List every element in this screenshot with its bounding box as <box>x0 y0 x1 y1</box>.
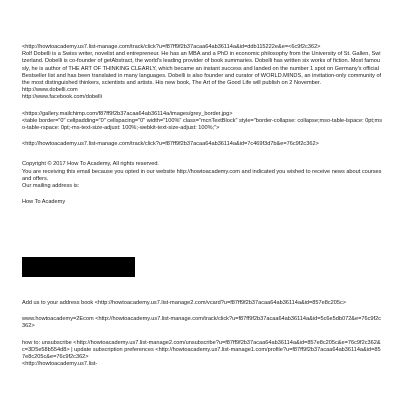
redacted-address-block <box>22 257 135 277</box>
email-body <box>22 44 382 206</box>
border-image-link[interactable]: <https://gallery.mailchimp.com/f87ff9f2b37acaa64ab36114a/images/grey_border.jpg> <box>22 110 233 117</box>
author-facebook-link[interactable]: http://www.facebook.com/dobelli <box>22 94 102 101</box>
tracking-link-mid[interactable]: <http://howtoacademy.us7.list-manage.com/track/click?u=f87ff9f2b37acaa64ab36114a&id=7c469f3d7b&e=76c9f2c362> <box>22 141 319 148</box>
mailing-address-label: Our mailing address is: <box>22 183 80 190</box>
organization-name: How To Academy <box>22 199 66 206</box>
author-bio: Rolf Dobelli is a Swiss writer, novelist and entrepreneur. He has an MBA and a PhD in economic philosophy from the University of St. Gallen, Switzerland. Dobelli is co-founder of getAbstract, the world's leading provider of book summaries. Dobelli has written six works of fiction. Most famously, he is author of THE ART OF THINKING CLEARLY, which became an instant success and landed on the number 1 spot on Germany's official Bestseller list and has been translated in many languages. Dobelli is also founder and curator of WORLD.MINDS, an invitation-only community of the most distinguished thinkers, scientists and artists. His new book, The Art of the Good Life will publish on 2 November. <box>22 51 382 87</box>
tracking-link-top[interactable]: <http://howtoacademy.us7.list-manage.com/track/click?u=f87ff9f2b37acaa64ab36114a&id=ddb115222e&e=<6c9f2c362> <box>22 44 321 50</box>
website-link[interactable]: www.howtoacademy=2Ecom <http://howtoacademy.us7.list-manage.com/track/click?u=f87ff9f2b37acaa64ab36114a&id=5c6e5db072&e=76c9f2c362> <box>22 316 382 330</box>
email-footer <box>22 300 382 368</box>
trailing-link[interactable]: <http://howtoacademy.us7.list- <box>22 361 98 368</box>
author-website-link[interactable]: http://www.dobelli.com <box>22 87 78 94</box>
receiving-notice: You are receiving this email because you opted in our website http://howtoacademy.com and indicated you wished to receive news about courses and offers. <box>22 168 382 182</box>
unsubscribe-links[interactable]: how to: unsubscribe <http://howtoacademy.us7.list-manage2.com/unsubscribe?u=f87ff9f2b37acaa64ab36114a&id=857e8c205c&e=76c9f2c362&c=3D5e58b554d8> | update subscription preferences <http://howtoacademy.us7.list-manage1.com/profile?u=f87ff9f2b37acaa64ab36114a&id=857e8c205c&e=76c9f2c362> <box>22 339 381 361</box>
add-address-book-link[interactable]: Add us to your address book <http://howtoacademy.us7.list-manage2.com/vcard?u=f87ff9f2b37acaa64ab36114a&id=857e8c205c> <box>22 300 347 306</box>
table-markup: <table border="0" cellpadding="0" cellspacing="0" width="100%" class="mcnTextBlock" style="border-collapse: collapse;mso-table-lspace: 0pt;mso-table-rspace: 0pt;-ms-text-size-adjust: 100%;-webkit-text-size-adjust: 100%;"> <box>22 117 382 132</box>
copyright-notice: Copyright © 2017 How To Academy, All rights reserved. <box>22 161 159 168</box>
